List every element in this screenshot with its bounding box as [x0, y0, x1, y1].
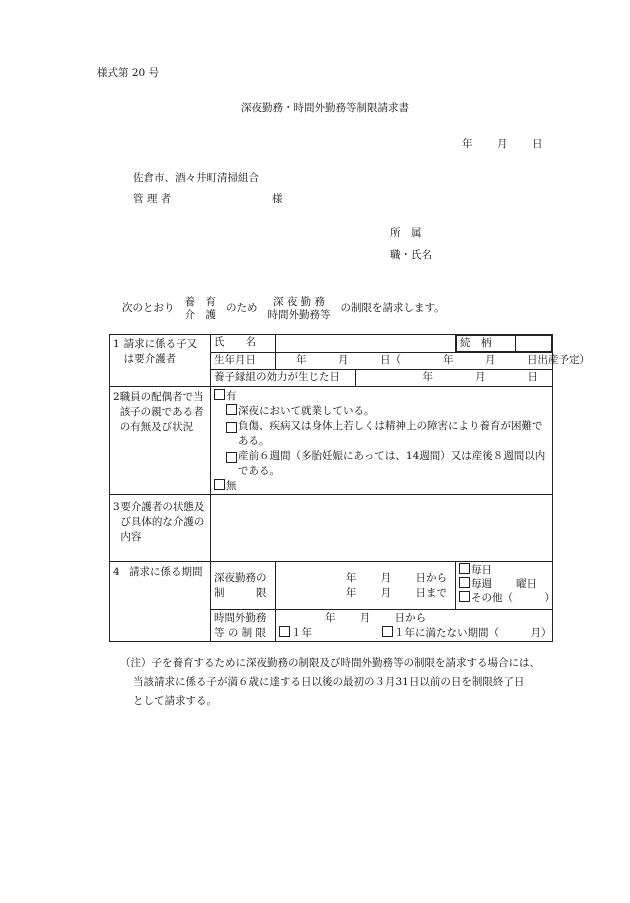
- birth-field[interactable]: 年 月 日（ 年 月 日出産予定）: [276, 353, 553, 370]
- checkbox-weekly[interactable]: [459, 577, 470, 588]
- night-limit-period[interactable]: [276, 562, 456, 610]
- form-number: 様式第 20 号: [97, 67, 160, 79]
- date-year: 年: [462, 138, 473, 150]
- option-no-label: 無: [226, 480, 237, 492]
- section-3-number: 3: [113, 501, 120, 513]
- option-yes-label: 有: [226, 390, 237, 402]
- note-line-1: [120, 656, 540, 671]
- overtime-limit-label: [211, 610, 276, 642]
- night-from: 年 月 日から: [345, 571, 447, 584]
- request-sentence: [122, 296, 445, 322]
- date-month: 月: [497, 138, 508, 150]
- note-text-1: 子を養育するために深夜勤務の制限及び時間外勤務等の制限を請求する場合には、: [151, 657, 540, 669]
- request-form-table: [109, 334, 590, 642]
- checkbox-no[interactable]: [214, 479, 225, 490]
- type-night: 深 夜 勤 務: [272, 296, 325, 308]
- checkbox-other[interactable]: [459, 591, 470, 602]
- night-limit-label: [211, 562, 276, 610]
- section-4-label: [110, 562, 211, 642]
- request-prefix: 次のとおり: [122, 302, 175, 315]
- section-2-text: 職員の配偶者で当該子の親である者の有無及び状況: [119, 391, 204, 433]
- relation-field[interactable]: [516, 336, 552, 352]
- option-night-work[interactable]: [214, 404, 549, 419]
- night-to: 年 月 日まで: [345, 586, 447, 599]
- nursing-details-field[interactable]: [211, 495, 553, 562]
- note-mark: （注）: [120, 657, 152, 669]
- addressee-title: 管 理 者: [133, 193, 172, 205]
- weekday-label: 曜日: [516, 578, 537, 590]
- type-overtime: 時間外勤務等: [267, 309, 331, 321]
- addressee-honorific: 様: [272, 193, 283, 205]
- requester-name-label: 職・氏名: [390, 249, 432, 261]
- section-3-text: 要介護者の状態及び具体的な介護の内容: [120, 501, 205, 543]
- freq-daily-label: 毎日: [471, 564, 492, 576]
- checkbox-1year[interactable]: [279, 626, 290, 637]
- form-title: 深夜勤務・時間外勤務等制限請求書: [241, 102, 409, 114]
- request-middle: のため: [226, 302, 258, 315]
- adoption-field[interactable]: 年 月 日: [356, 370, 553, 387]
- section-1-text: 請求に係る子又は要介護者: [123, 338, 198, 365]
- section-2-number: 2: [113, 391, 120, 403]
- checkbox-maternity[interactable]: [226, 452, 237, 463]
- affiliation-label: 所 属: [390, 227, 422, 239]
- name-field[interactable]: [276, 335, 456, 353]
- section-1-label: [110, 335, 211, 387]
- checkbox-disability[interactable]: [226, 422, 237, 433]
- spouse-status-cell: [211, 387, 553, 495]
- freq-weekly-label: 毎週: [471, 578, 492, 590]
- section-4-text: 請求に係る期間: [129, 566, 203, 578]
- name-label: 氏 名: [211, 335, 276, 353]
- option-maternity-label: 産前６週間（多胎妊娠にあっては、14週間）又は産後８週間以内である。: [238, 450, 546, 477]
- relation-label: 続 柄: [457, 336, 516, 352]
- section-4-number: 4: [113, 566, 120, 578]
- overtime-limit-period: [276, 610, 553, 642]
- overtime-less[interactable]: [382, 626, 552, 641]
- night-limit-label-1: 深夜勤務の: [214, 571, 267, 584]
- option-maternity[interactable]: [214, 449, 549, 479]
- freq-weekly[interactable]: [459, 577, 549, 591]
- adoption-label: 養子縁組の効力が生じた日: [211, 370, 356, 387]
- overtime-limit-label-1: 時間外勤務: [214, 611, 267, 624]
- section-2-label: [110, 387, 211, 495]
- reason-nursing: 介 護: [184, 309, 216, 321]
- option-yes[interactable]: [214, 389, 549, 404]
- option-night-work-label: 深夜において就業している。: [238, 405, 375, 417]
- night-limit-label-2: 制 限: [214, 586, 267, 599]
- request-type: [268, 296, 331, 322]
- option-no[interactable]: [214, 479, 549, 494]
- overtime-1year[interactable]: [279, 626, 312, 641]
- freq-other-label: その他（ ）: [471, 592, 555, 604]
- freq-other[interactable]: [459, 591, 555, 605]
- birth-label: 生年月日: [211, 353, 276, 370]
- relation-cell: [456, 335, 553, 353]
- date-day: 日: [532, 138, 543, 150]
- checkbox-night-work[interactable]: [226, 404, 237, 415]
- note-line-2: 当該請求に係る子が満６歳に達する日以後の最初の３月31日以前の日を制限終了日: [133, 676, 525, 688]
- note-line-3: として請求する。: [133, 695, 217, 707]
- checkbox-daily[interactable]: [459, 563, 470, 574]
- request-suffix: の制限を請求します。: [340, 302, 445, 315]
- section-3-label: [110, 495, 211, 562]
- freq-daily[interactable]: [459, 563, 549, 577]
- overtime-limit-label-2: 等 の 制 限: [214, 626, 267, 639]
- option-disability[interactable]: [214, 419, 549, 449]
- request-reason: [185, 296, 217, 322]
- addressee-org: 佐倉市、酒々井町清掃組合: [133, 172, 259, 184]
- night-frequency: [456, 562, 553, 610]
- overtime-from[interactable]: 年 月 日から: [325, 611, 427, 624]
- option-disability-label: 負傷、疾病又は身体上若しくは精神上の障害により養育が困難である。: [238, 420, 543, 447]
- checkbox-less-than-1year[interactable]: [382, 626, 393, 637]
- overtime-1year-label: １年: [291, 626, 312, 639]
- reason-childcare: 養 育: [184, 296, 216, 308]
- checkbox-yes[interactable]: [214, 389, 225, 400]
- section-1-number: 1: [113, 338, 120, 350]
- overtime-less-label: １年に満たない期間（ 月）: [394, 626, 552, 639]
